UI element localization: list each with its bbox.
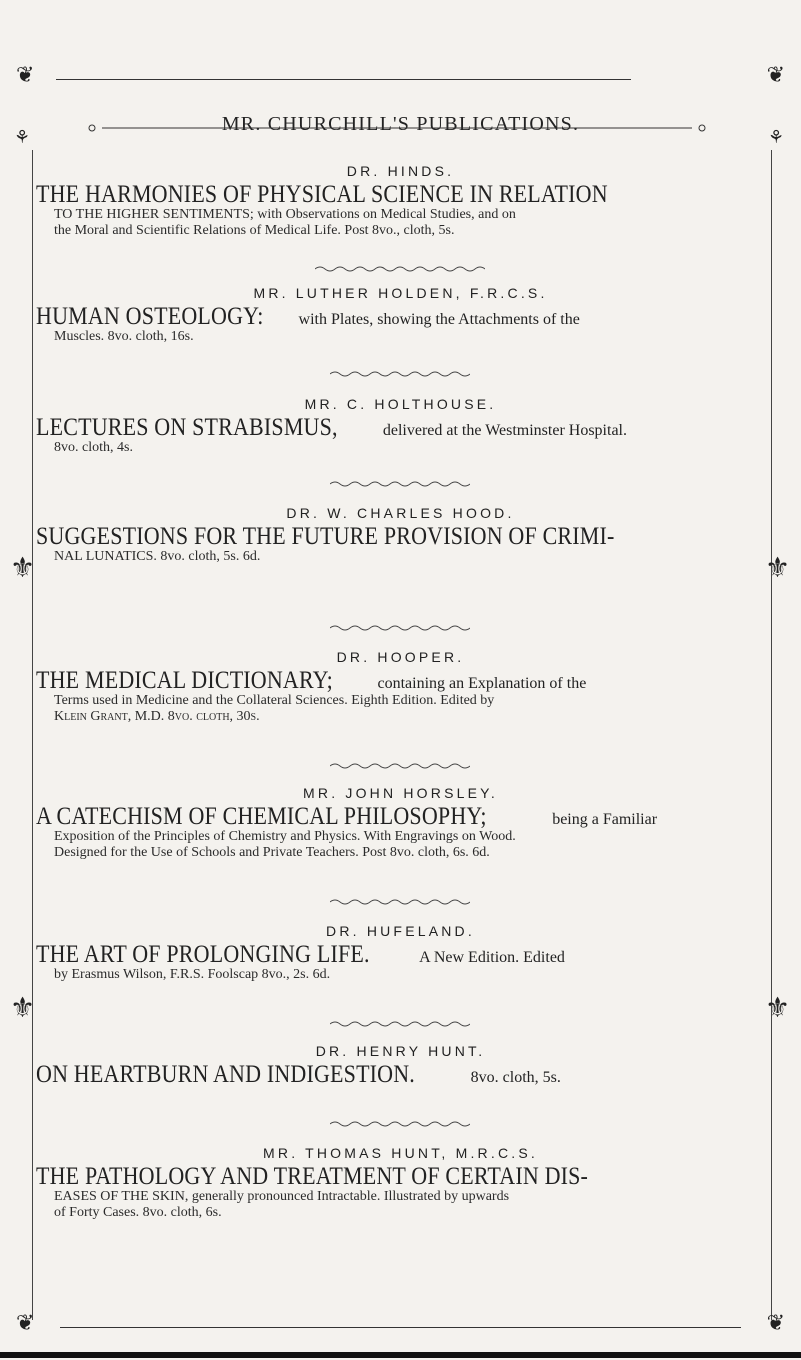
header-title: MR. CHURCHILL'S PUBLICATIONS. (221, 113, 580, 135)
book-title-suffix: A New Edition. Edited (419, 949, 565, 966)
wavy-divider (330, 1020, 470, 1028)
book-description-line: Terms used in Medicine and the Collateral Sciences. Eighth Edition. Edited by (54, 693, 495, 708)
author-name: MR. C. HOLTHOUSE. (304, 396, 497, 412)
book-title: THE MEDICAL DICTIONARY; (36, 667, 333, 694)
book-description-line: EASES OF THE SKIN, generally pronounced Intractable. Illustrated by upwards (54, 1189, 510, 1204)
book-description-line: Designed for the Use of Schools and Private Teachers. Post 8vo. cloth, 6s. 6d. (54, 845, 490, 860)
book-title-suffix: delivered at the Westminster Hospital. (382, 422, 627, 439)
book-title: HUMAN OSTEOLOGY: (36, 303, 264, 330)
book-entry (36, 1145, 765, 1221)
book-entry (36, 785, 765, 861)
flourish-icon: ⚜ (765, 991, 791, 1024)
book-description-line: Klein Grant, M.D. 8vo. cloth, 30s. (54, 709, 260, 724)
top-rule (56, 79, 631, 80)
fleuron-icon: ❦ (766, 1311, 785, 1336)
author-name: MR. THOMAS HUNT, M.R.C.S. (263, 1145, 538, 1161)
book-title: THE PATHOLOGY AND TREATMENT OF CERTAIN DIS- (36, 1163, 589, 1190)
book-title-suffix: being a Familiar (552, 811, 658, 828)
book-title: THE HARMONIES OF PHYSICAL SCIENCE IN RELATION (36, 181, 608, 208)
author-name: DR. HUFELAND. (326, 923, 475, 939)
book-entry (36, 163, 765, 239)
wavy-divider (330, 370, 470, 378)
fleuron-icon: ❦ (16, 1311, 35, 1336)
book-title: THE ART OF PROLONGING LIFE. (36, 941, 370, 968)
wavy-divider (330, 762, 470, 770)
book-description-line: by Erasmus Wilson, F.R.S. Foolscap 8vo., 2s. 6d. (54, 967, 331, 982)
bottom-rule (60, 1327, 741, 1328)
book-description-line: Muscles. 8vo. cloth, 16s. (54, 329, 194, 344)
wavy-divider (330, 624, 470, 632)
arrow-ornament-icon: ⚘ (14, 127, 31, 148)
book-entry (36, 1043, 765, 1087)
book-description-line: TO THE HIGHER SENTIMENTS; with Observations on Medical Studies, and on (54, 207, 516, 222)
book-entry (36, 923, 765, 983)
book-description-line: of Forty Cases. 8vo. cloth, 6s. (54, 1205, 222, 1220)
wavy-divider (330, 480, 470, 488)
book-description-line: NAL LUNATICS. 8vo. cloth, 5s. 6d. (54, 549, 261, 564)
author-name: DR. HINDS. (346, 163, 455, 179)
book-title: LECTURES ON STRABISMUS, (36, 414, 338, 441)
wavy-divider (315, 265, 485, 273)
book-title: A CATECHISM OF CHEMICAL PHILOSOPHY; (36, 803, 487, 830)
book-description-line: 8vo. cloth, 4s. (54, 440, 133, 455)
left-border (32, 150, 33, 1320)
author-name: MR. LUTHER HOLDEN, F.R.C.S. (253, 285, 548, 301)
book-entry (36, 396, 765, 456)
header-underline-ornament (82, 120, 722, 136)
book-title-suffix: with Plates, showing the Attachments of the (298, 311, 580, 328)
book-title: SUGGESTIONS FOR THE FUTURE PROVISION OF CRIMI- (36, 523, 615, 550)
book-entry (36, 505, 765, 565)
book-entry (36, 285, 765, 345)
book-title: ON HEARTBURN AND INDIGESTION. (36, 1061, 415, 1088)
book-description-line: Exposition of the Principles of Chemistry and Physics. With Engravings on Wood. (54, 829, 516, 844)
fleuron-icon: ❦ (766, 63, 785, 88)
wavy-divider (330, 1120, 470, 1128)
author-name: MR. JOHN HORSLEY. (303, 785, 498, 801)
bottom-ornament-border (16, 1311, 785, 1336)
book-title-suffix: containing an Explanation of the (377, 675, 587, 692)
page-bottom-edge (0, 1352, 801, 1358)
right-border (771, 150, 772, 1320)
book-entry (36, 649, 765, 725)
arrow-ornament-icon: ⚘ (768, 127, 785, 148)
wavy-divider (330, 898, 470, 906)
fleuron-icon: ❦ (16, 63, 35, 88)
author-name: DR. HOOPER. (336, 649, 465, 665)
author-name: DR. HENRY HUNT. (315, 1043, 486, 1059)
flourish-icon: ⚜ (10, 991, 36, 1024)
top-ornament-border (16, 63, 785, 88)
flourish-icon: ⚜ (10, 551, 36, 584)
flourish-icon: ⚜ (765, 551, 791, 584)
book-description-line: the Moral and Scientific Relations of Medical Life. Post 8vo., cloth, 5s. (54, 223, 455, 238)
author-name: DR. W. CHARLES HOOD. (286, 505, 515, 521)
book-title-suffix: 8vo. cloth, 5s. (470, 1069, 561, 1086)
